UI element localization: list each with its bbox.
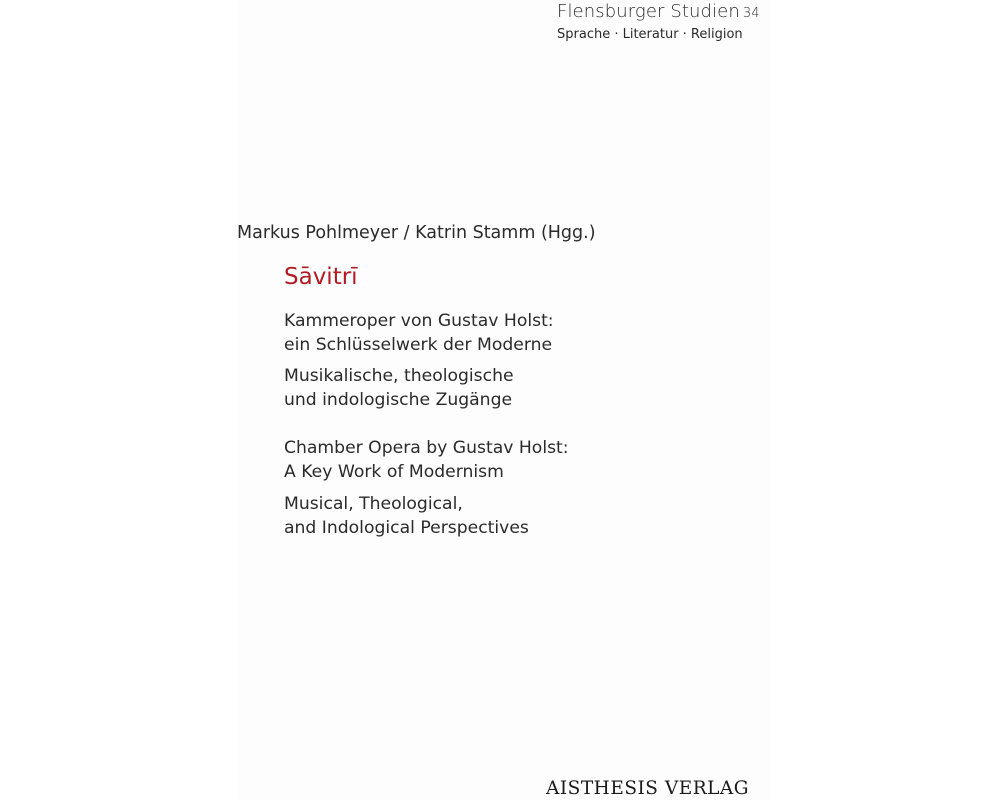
english-subtitle-line-1: Chamber Opera by Gustav Holst: xyxy=(284,438,569,458)
english-subtitle-line-2: A Key Work of Modernism xyxy=(284,462,504,482)
german-approach xyxy=(284,364,514,412)
english-subtitle xyxy=(284,436,569,484)
german-subtitle-line-2: ein Schlüsselwerk der Moderne xyxy=(284,335,553,355)
editors: Markus Pohlmeyer / Katrin Stamm (Hgg.) xyxy=(237,223,596,243)
series-number: 34 xyxy=(742,6,760,21)
german-approach-line-1: Musikalische, theologische xyxy=(284,366,514,386)
series-title: Flensburger Studien xyxy=(557,1,740,22)
series-header xyxy=(557,0,787,44)
english-approach-line-1: Musical, Theological, xyxy=(284,494,463,514)
series-title-line xyxy=(557,0,787,26)
series-subtitle: Sprache · Literatur · Religion xyxy=(557,27,743,42)
book-title: Sāvitrī xyxy=(284,264,358,290)
german-subtitle-line-1: Kammeroper von Gustav Holst: xyxy=(284,311,554,331)
english-approach xyxy=(284,492,529,540)
publisher-name: AISTHESIS VERLAG xyxy=(546,778,750,799)
english-approach-line-2: and Indological Perspectives xyxy=(284,518,529,538)
german-approach-line-2: und indologische Zugänge xyxy=(284,390,513,410)
german-subtitle xyxy=(284,309,554,357)
